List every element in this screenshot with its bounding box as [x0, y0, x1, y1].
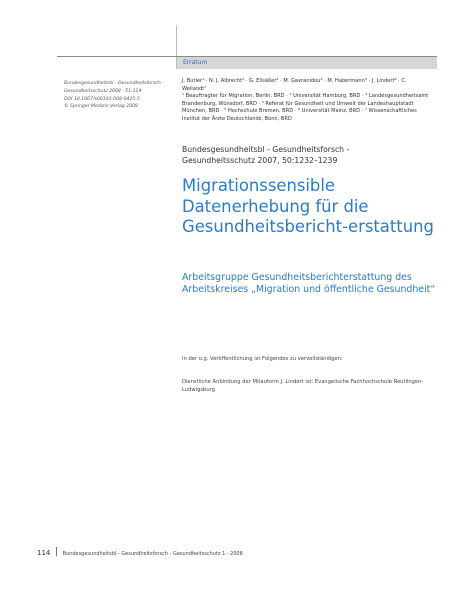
citation	[182, 144, 432, 166]
metadata-line: Gesundheitsschutz 2008 · 51:114	[64, 88, 142, 94]
erratum-correction: Dienstliche Anbindung der Mitautorin J. Lindert ist: Evangelische Fachhochschule Reutlingen-Ludwigsburg	[182, 379, 424, 393]
metadata-line: Bundesgesundheitsbl - Gesundheitsforsch -	[64, 81, 164, 86]
section-band	[177, 57, 437, 69]
citation-line: Gesundheitsschutz 2007, 50:1232–1239	[182, 156, 338, 165]
section-label: Erratum	[183, 59, 208, 66]
erratum-intro: In der o.g. Veröffentlichung ist Folgendes zu vervollständigen:	[182, 356, 343, 362]
footer-separator	[56, 547, 57, 556]
metadata-line: © Springer Medizin Verlag 2008	[64, 104, 138, 110]
author-block	[182, 78, 430, 124]
author-affiliations: ¹ Beauftragter für Migration, Berlin, BRD · ² Universität Hamburg, BRD · ³ Landesgesundheitsamt Brandenburg, Wünsdorf, BRD · ⁴ Referat für Gesundheit und Umwelt der Landeshauptstadt München, BRD · ⁵ Hochschule Bremen, BRD · ⁶ Universität Mainz, BRD · ⁷ Wissenschaftliches Institut der Ärzte Deutschlands, Bonn, BRD	[182, 93, 429, 122]
footer-journal: Bundesgesundheitsbl - Gesundheitsforsch - Gesundheitsschutz 1 · 2008	[62, 551, 243, 557]
author-list: J. Butler¹ · N. J. Albrecht² · G. Ellsäßer³ · M. Gavranidou⁴ · M. Habermann⁵ · J. Lindert⁶ · C. Weilandt⁷	[182, 78, 407, 92]
citation-line: Bundesgesundheitsbl - Gesundheitsforsch -	[182, 145, 350, 154]
article-subtitle: Arbeitsgruppe Gesundheitsberichterstattung des Arbeitskreises „Migration und öffentliche Gesundheit“	[182, 272, 436, 296]
article-title: Migrationssensible Datenerhebung für die Gesundheitsbericht-erstattung	[182, 176, 434, 236]
page-footer	[37, 547, 243, 559]
metadata-line: DOI 10.1007/s00103-008-0425-5	[64, 96, 140, 102]
publication-metadata	[64, 80, 172, 111]
page-number: 114	[37, 549, 51, 557]
